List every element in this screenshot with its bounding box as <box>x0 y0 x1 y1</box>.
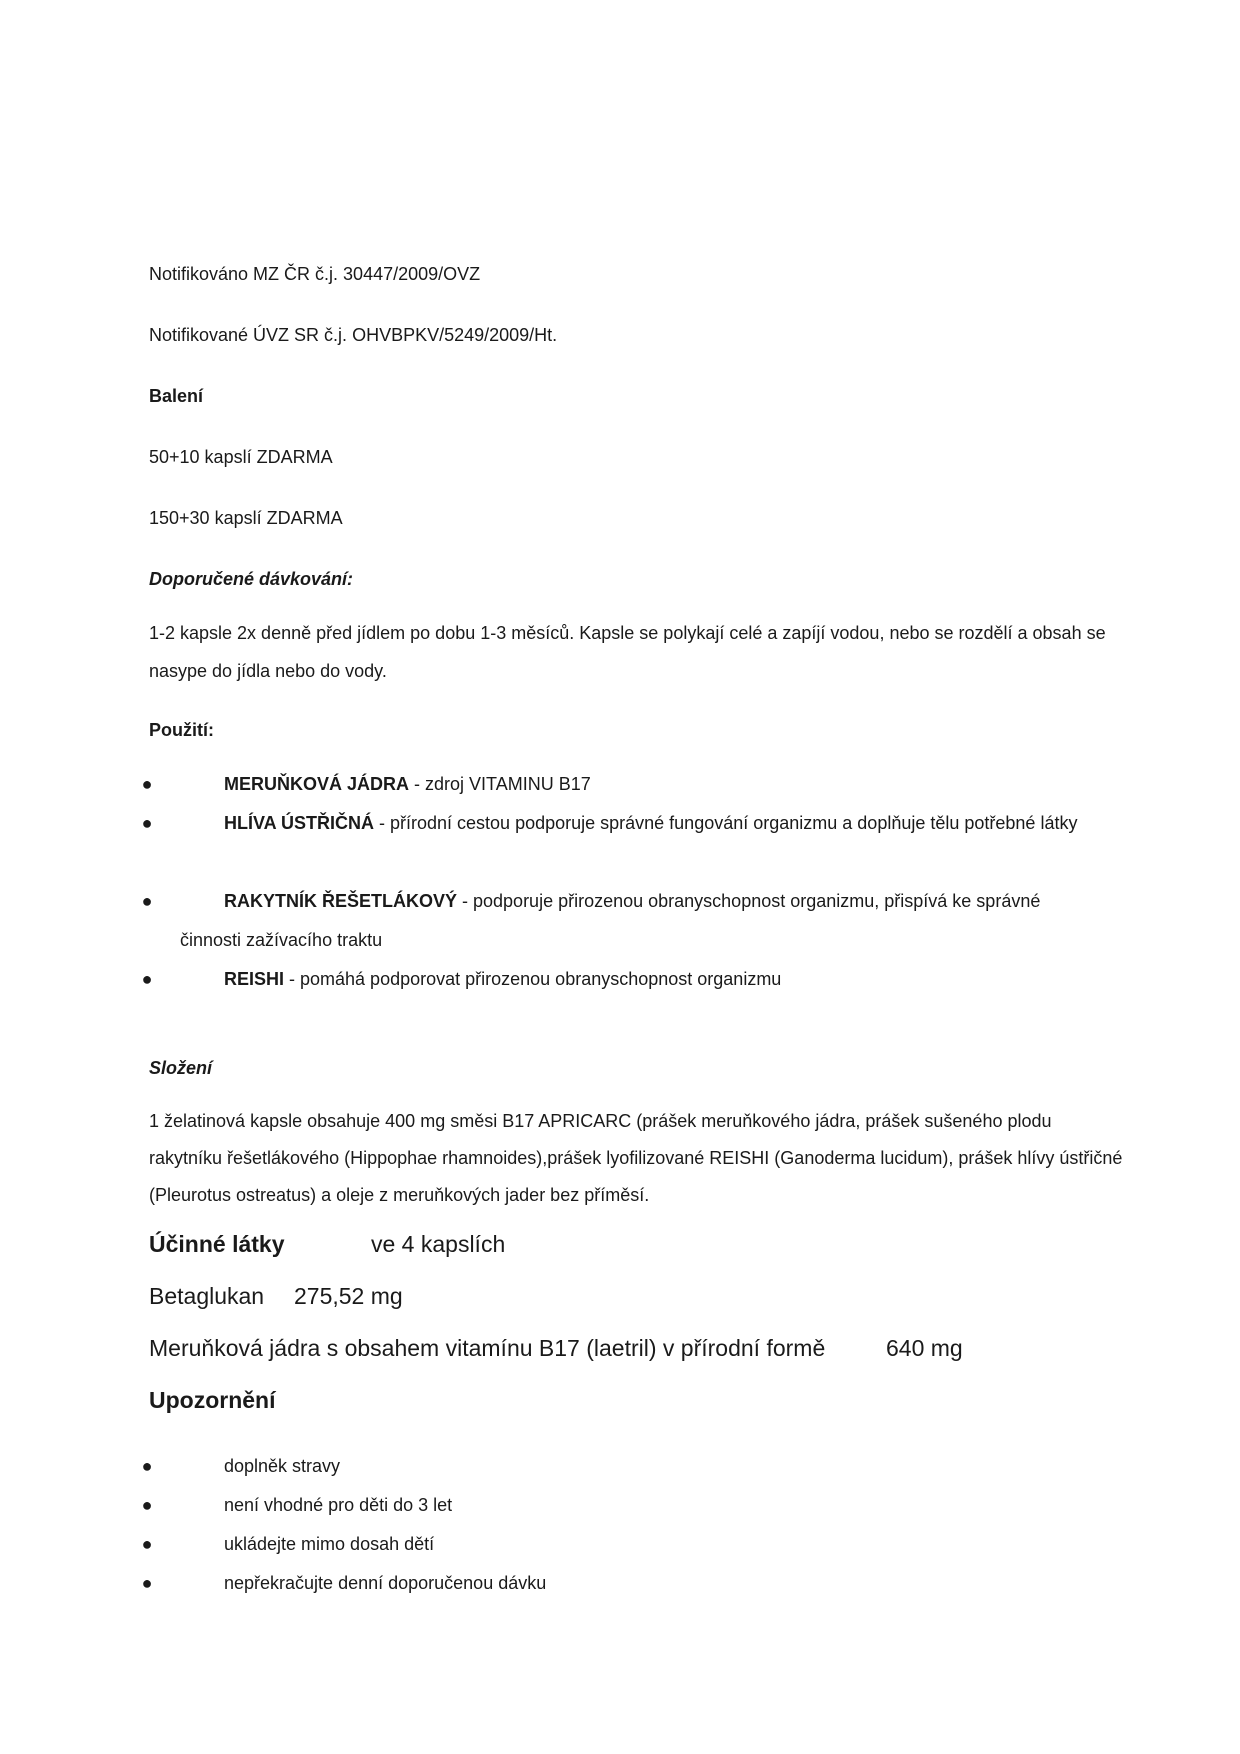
bullet-icon: ● <box>141 969 153 989</box>
usage-item-desc: - zdroj VITAMINU B17 <box>409 774 591 794</box>
composition-heading: Složení <box>149 1058 213 1078</box>
bullet-icon: ● <box>141 1534 153 1554</box>
usage-item-desc: - pomáhá podporovat přirozenou obranyschopnost organizmu <box>284 969 782 989</box>
warning-item-text: ukládejte mimo dosah dětí <box>224 1534 435 1554</box>
usage-list-item <box>140 804 1100 843</box>
usage-heading: Použití: <box>149 720 214 740</box>
active-row-name: Meruňková jádra s obsahem vitamínu B17 (laetril) v přírodní formě <box>149 1335 826 1361</box>
active-row-amount: 640 mg <box>886 1335 963 1361</box>
dosage-text: 1-2 kapsle 2x denně před jídlem po dobu 1-3 měsíců. Kapsle se polykají celé a zapíjí vodou, nebo se rozdělí a obsah se nasype do jídla nebo do vody. <box>149 623 1106 681</box>
active-row-name: Betaglukan <box>149 1283 265 1309</box>
usage-item-name: MERUŇKOVÁ JÁDRA <box>224 774 410 794</box>
usage-list-item <box>140 882 1100 960</box>
bullet-icon: ● <box>141 891 153 911</box>
active-heading: Účinné látky <box>149 1231 285 1257</box>
packaging-heading: Balení <box>149 386 204 406</box>
dosage-heading: Doporučené dávkování: <box>149 569 354 589</box>
composition-text: 1 želatinová kapsle obsahuje 400 mg směsi B17 APRICARC (prášek meruňkového jádra, prášek sušeného plodu rakytníku řešetlákového (Hippophae rhamnoides),prášek lyofilizované REISHI (Ganoderma lucidum), prášek hlívy ústřičné (Pleurotus ostreatus) a oleje z meruňkových jader bez příměsí. <box>149 1111 1123 1205</box>
warning-heading: Upozornění <box>149 1387 276 1413</box>
warning-item-text: doplněk stravy <box>224 1456 341 1476</box>
usage-item-desc: - přírodní cestou podporuje správné fungování organizmu a doplňuje tělu potřebné látky <box>374 813 1078 833</box>
usage-item-name: REISHI <box>224 969 285 989</box>
bullet-icon: ● <box>141 774 153 794</box>
notification-sk: Notifikované ÚVZ SR č.j. OHVBPKV/5249/2009/Ht. <box>149 325 558 345</box>
usage-list-item <box>140 765 1100 804</box>
notification-cz: Notifikováno MZ ČR č.j. 30447/2009/OVZ <box>149 264 481 284</box>
bullet-icon: ● <box>141 813 153 833</box>
usage-list-item <box>140 960 1100 999</box>
warning-item-text: nepřekračujte denní doporučenou dávku <box>224 1573 547 1593</box>
usage-item-name: HLÍVA ÚSTŘIČNÁ <box>224 813 374 833</box>
bullet-icon: ● <box>141 1573 153 1593</box>
bullet-icon: ● <box>141 1456 153 1476</box>
usage-item-desc: - podporuje přirozenou obranyschopnost organizmu, přispívá ke správné činnosti zažívacího traktu <box>180 891 1041 950</box>
active-row-amount: 275,52 mg <box>294 1283 403 1309</box>
packaging-item: 150+30 kapslí ZDARMA <box>149 508 343 528</box>
warning-item-text: není vhodné pro děti do 3 let <box>224 1495 453 1515</box>
usage-item-name: RAKYTNÍK ŘEŠETLÁKOVÝ <box>224 891 458 911</box>
packaging-item: 50+10 kapslí ZDARMA <box>149 447 333 467</box>
bullet-icon: ● <box>141 1495 153 1515</box>
active-heading-note: ve 4 kapslích <box>371 1231 506 1257</box>
